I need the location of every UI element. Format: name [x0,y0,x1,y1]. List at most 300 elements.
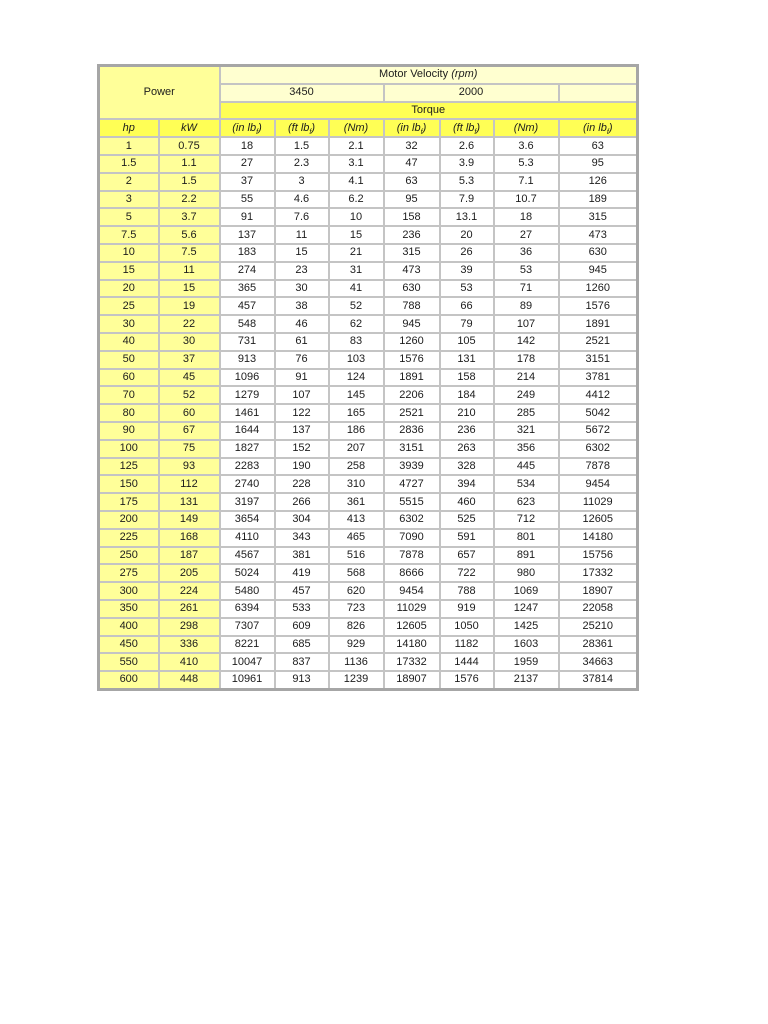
table-row [99,440,638,458]
torque-value-cell: 356 [494,440,559,458]
power-value-cell: 0.75 [159,137,220,155]
motor-torque-table [97,64,639,691]
power-value-cell: 350 [99,600,159,618]
torque-value-cell: 945 [384,315,440,333]
torque-value-cell: 4412 [559,386,638,404]
torque-value-cell: 685 [275,636,329,654]
torque-value-cell: 107 [275,386,329,404]
power-value-cell: 131 [159,493,220,511]
torque-value-cell: 71 [494,280,559,298]
torque-value-cell: 5672 [559,422,638,440]
torque-value-cell: 731 [220,333,275,351]
table-row [99,191,638,209]
power-value-cell: 15 [159,280,220,298]
torque-value-cell: 630 [384,280,440,298]
torque-value-cell: 12605 [384,618,440,636]
torque-value-cell: 18907 [384,671,440,689]
torque-value-cell: 381 [275,547,329,565]
torque-value-cell: 126 [559,173,638,191]
torque-value-cell: 5.3 [494,155,559,173]
torque-value-cell: 3 [275,173,329,191]
power-value-cell: 70 [99,386,159,404]
torque-value-cell: 183 [220,244,275,262]
table-row [99,297,638,315]
table-row [99,493,638,511]
torque-value-cell: 801 [494,529,559,547]
torque-value-cell: 274 [220,262,275,280]
table-row [99,671,638,689]
torque-value-cell: 11 [275,226,329,244]
power-value-cell: 22 [159,315,220,333]
torque-value-cell: 620 [329,582,384,600]
power-value-cell: 261 [159,600,220,618]
torque-value-cell: 53 [440,280,494,298]
power-value-cell: 45 [159,369,220,387]
torque-value-cell: 61 [275,333,329,351]
torque-value-cell: 7307 [220,618,275,636]
power-value-cell: 93 [159,458,220,476]
torque-value-cell: 534 [494,475,559,493]
power-value-cell: 40 [99,333,159,351]
torque-value-cell: 178 [494,351,559,369]
torque-value-cell: 18 [220,137,275,155]
torque-value-cell: 103 [329,351,384,369]
power-value-cell: 50 [99,351,159,369]
power-value-cell: 7.5 [159,244,220,262]
torque-value-cell: 10961 [220,671,275,689]
torque-value-cell: 361 [329,493,384,511]
torque-value-cell: 17332 [559,564,638,582]
torque-value-cell: 27 [220,155,275,173]
torque-value-cell: 7878 [384,547,440,565]
torque-value-cell: 5024 [220,564,275,582]
power-value-cell: 37 [159,351,220,369]
torque-value-cell: 1576 [440,671,494,689]
torque-value-cell: 533 [275,600,329,618]
torque-value-cell: 3781 [559,369,638,387]
torque-value-cell: 6394 [220,600,275,618]
torque-value-cell: 1603 [494,636,559,654]
torque-value-cell: 32 [384,137,440,155]
torque-value-cell: 929 [329,636,384,654]
torque-value-cell: 591 [440,529,494,547]
torque-value-cell: 18907 [559,582,638,600]
torque-value-cell: 6.2 [329,191,384,209]
torque-value-cell: 55 [220,191,275,209]
torque-value-cell: 315 [559,208,638,226]
torque-value-cell: 266 [275,493,329,511]
torque-value-cell: 6302 [384,511,440,529]
power-value-cell: 410 [159,653,220,671]
torque-value-cell: 152 [275,440,329,458]
torque-value-cell: 457 [220,297,275,315]
torque-value-cell: 189 [559,191,638,209]
torque-value-cell: 1461 [220,404,275,422]
table-row [99,351,638,369]
power-value-cell: 5.6 [159,226,220,244]
torque-value-cell: 14180 [559,529,638,547]
torque-value-cell: 2.6 [440,137,494,155]
column-header-2000-nm: (Nm) [494,119,559,137]
torque-value-cell: 17332 [384,653,440,671]
torque-value-cell: 1576 [559,297,638,315]
power-value-cell: 275 [99,564,159,582]
torque-value-cell: 20 [440,226,494,244]
power-value-cell: 200 [99,511,159,529]
torque-value-cell: 7.1 [494,173,559,191]
table-row [99,173,638,191]
torque-value-cell: 343 [275,529,329,547]
torque-value-cell: 21 [329,244,384,262]
torque-value-cell: 7878 [559,458,638,476]
torque-value-cell: 89 [494,297,559,315]
table-row [99,600,638,618]
torque-value-cell: 837 [275,653,329,671]
torque-value-cell: 39 [440,262,494,280]
torque-value-cell: 47 [384,155,440,173]
power-value-cell: 168 [159,529,220,547]
table-row [99,458,638,476]
table-row [99,280,638,298]
power-value-cell: 149 [159,511,220,529]
torque-value-cell: 609 [275,618,329,636]
torque-value-cell: 394 [440,475,494,493]
torque-value-cell: 419 [275,564,329,582]
power-value-cell: 300 [99,582,159,600]
torque-value-cell: 788 [440,582,494,600]
torque-value-cell: 62 [329,315,384,333]
torque-value-cell: 190 [275,458,329,476]
torque-value-cell: 3.6 [494,137,559,155]
power-value-cell: 600 [99,671,159,689]
table-row [99,262,638,280]
torque-value-cell: 2.1 [329,137,384,155]
torque-value-cell: 249 [494,386,559,404]
power-value-cell: 60 [159,404,220,422]
torque-value-cell: 310 [329,475,384,493]
torque-value-cell: 236 [384,226,440,244]
torque-value-cell: 31 [329,262,384,280]
table-row [99,155,638,173]
torque-value-cell: 137 [220,226,275,244]
torque-value-cell: 891 [494,547,559,565]
torque-value-cell: 788 [384,297,440,315]
torque-value-cell: 365 [220,280,275,298]
torque-value-cell: 4567 [220,547,275,565]
torque-value-cell: 22058 [559,600,638,618]
power-value-cell: 224 [159,582,220,600]
torque-value-cell: 8221 [220,636,275,654]
torque-value-cell: 1279 [220,386,275,404]
power-value-cell: 400 [99,618,159,636]
torque-value-cell: 321 [494,422,559,440]
table-row [99,226,638,244]
torque-value-cell: 980 [494,564,559,582]
table-row [99,369,638,387]
torque-value-cell: 1576 [384,351,440,369]
torque-value-cell: 1182 [440,636,494,654]
table-row [99,244,638,262]
power-value-cell: 187 [159,547,220,565]
torque-value-cell: 15756 [559,547,638,565]
torque-value-cell: 18 [494,208,559,226]
torque-value-cell: 258 [329,458,384,476]
speed-3450-header: 3450 [220,84,384,102]
torque-value-cell: 91 [220,208,275,226]
torque-value-cell: 460 [440,493,494,511]
column-header-3450-in-lbf: (in $lb_f$) [220,119,275,137]
table-row [99,511,638,529]
power-value-cell: 1.5 [159,173,220,191]
power-value-cell: 20 [99,280,159,298]
table-row [99,653,638,671]
torque-value-cell: 7.9 [440,191,494,209]
torque-value-cell: 131 [440,351,494,369]
torque-value-cell: 8666 [384,564,440,582]
torque-value-cell: 236 [440,422,494,440]
torque-value-cell: 9454 [384,582,440,600]
torque-value-cell: 15 [329,226,384,244]
torque-value-cell: 184 [440,386,494,404]
torque-value-cell: 165 [329,404,384,422]
table-row [99,137,638,155]
torque-value-cell: 10047 [220,653,275,671]
torque-value-cell: 122 [275,404,329,422]
torque-value-cell: 2283 [220,458,275,476]
torque-value-cell: 1891 [384,369,440,387]
torque-value-cell: 76 [275,351,329,369]
torque-value-cell: 95 [384,191,440,209]
torque-value-cell: 63 [559,137,638,155]
torque-value-cell: 657 [440,547,494,565]
power-value-cell: 336 [159,636,220,654]
torque-value-cell: 228 [275,475,329,493]
power-value-cell: 30 [99,315,159,333]
torque-value-cell: 207 [329,440,384,458]
torque-value-cell: 107 [494,315,559,333]
power-value-cell: 1.5 [99,155,159,173]
table-row [99,315,638,333]
power-value-cell: 52 [159,386,220,404]
column-header-2000-in-lbf: (in $lb_f$) [384,119,440,137]
torque-value-cell: 328 [440,458,494,476]
header-row-motor-velocity [99,66,638,84]
torque-value-cell: 623 [494,493,559,511]
torque-value-cell: 137 [275,422,329,440]
torque-value-cell: 913 [275,671,329,689]
power-value-cell: 2 [99,173,159,191]
torque-value-cell: 919 [440,600,494,618]
torque-value-cell: 723 [329,600,384,618]
torque-value-cell: 712 [494,511,559,529]
torque-value-cell: 568 [329,564,384,582]
torque-value-cell: 37 [220,173,275,191]
torque-value-cell: 4110 [220,529,275,547]
torque-value-cell: 3.9 [440,155,494,173]
torque-value-cell: 5515 [384,493,440,511]
torque-value-cell: 9454 [559,475,638,493]
torque-value-cell: 26 [440,244,494,262]
torque-value-cell: 7.6 [275,208,329,226]
torque-value-cell: 1096 [220,369,275,387]
torque-value-cell: 91 [275,369,329,387]
torque-value-cell: 2206 [384,386,440,404]
motor-velocity-unit-label: (rpm) [451,68,478,81]
torque-value-cell: 722 [440,564,494,582]
torque-value-cell: 2521 [559,333,638,351]
torque-value-cell: 315 [384,244,440,262]
torque-value-cell: 46 [275,315,329,333]
torque-value-cell: 4.1 [329,173,384,191]
table-row [99,564,638,582]
torque-value-cell: 6302 [559,440,638,458]
power-value-cell: 90 [99,422,159,440]
torque-value-cell: 4727 [384,475,440,493]
column-header-3450-nm: (Nm) [329,119,384,137]
torque-value-cell: 826 [329,618,384,636]
torque-value-cell: 1136 [329,653,384,671]
torque-value-cell: 5.3 [440,173,494,191]
torque-value-cell: 41 [329,280,384,298]
torque-value-cell: 37814 [559,671,638,689]
torque-value-cell: 95 [559,155,638,173]
power-value-cell: 225 [99,529,159,547]
power-value-cell: 112 [159,475,220,493]
torque-value-cell: 3939 [384,458,440,476]
power-value-cell: 175 [99,493,159,511]
torque-value-cell: 548 [220,315,275,333]
torque-value-cell: 12605 [559,511,638,529]
torque-value-cell: 142 [494,333,559,351]
speed-2000-header: 2000 [384,84,559,102]
torque-value-cell: 285 [494,404,559,422]
torque-value-cell: 304 [275,511,329,529]
torque-value-cell: 2521 [384,404,440,422]
power-value-cell: 10 [99,244,159,262]
table-row [99,475,638,493]
torque-value-cell: 1247 [494,600,559,618]
torque-value-cell: 1827 [220,440,275,458]
torque-value-cell: 465 [329,529,384,547]
column-header-hp: hp [99,119,159,137]
motor-velocity-header [220,66,638,84]
power-value-cell: 550 [99,653,159,671]
speed-empty-cell [559,84,638,102]
torque-value-cell: 3.1 [329,155,384,173]
torque-value-cell: 30 [275,280,329,298]
torque-value-cell: 25210 [559,618,638,636]
torque-value-cell: 15 [275,244,329,262]
torque-value-cell: 2836 [384,422,440,440]
torque-value-cell: 7090 [384,529,440,547]
power-value-cell: 30 [159,333,220,351]
power-value-cell: 205 [159,564,220,582]
column-header-kw: kW [159,119,220,137]
power-value-cell: 100 [99,440,159,458]
table-row [99,529,638,547]
torque-value-cell: 1444 [440,653,494,671]
torque-header: Torque [220,102,638,120]
torque-value-cell: 10 [329,208,384,226]
torque-value-cell: 2740 [220,475,275,493]
power-value-cell: 7.5 [99,226,159,244]
power-value-cell: 150 [99,475,159,493]
table-row [99,404,638,422]
torque-value-cell: 11029 [384,600,440,618]
torque-value-cell: 1425 [494,618,559,636]
motor-velocity-label: Motor Velocity [379,68,449,81]
power-value-cell: 19 [159,297,220,315]
torque-value-cell: 473 [384,262,440,280]
torque-value-cell: 2137 [494,671,559,689]
torque-value-cell: 457 [275,582,329,600]
torque-value-cell: 186 [329,422,384,440]
torque-value-cell: 158 [440,369,494,387]
power-value-cell: 15 [99,262,159,280]
torque-value-cell: 210 [440,404,494,422]
torque-value-cell: 413 [329,511,384,529]
torque-value-cell: 105 [440,333,494,351]
torque-value-cell: 83 [329,333,384,351]
torque-value-cell: 913 [220,351,275,369]
power-value-cell: 11 [159,262,220,280]
torque-value-cell: 3654 [220,511,275,529]
table-row [99,582,638,600]
torque-value-cell: 145 [329,386,384,404]
torque-value-cell: 28361 [559,636,638,654]
power-value-cell: 3.7 [159,208,220,226]
torque-value-cell: 1050 [440,618,494,636]
power-value-cell: 1 [99,137,159,155]
torque-value-cell: 79 [440,315,494,333]
torque-value-cell: 1959 [494,653,559,671]
torque-value-cell: 945 [559,262,638,280]
torque-value-cell: 1260 [559,280,638,298]
torque-value-cell: 53 [494,262,559,280]
torque-value-cell: 52 [329,297,384,315]
power-value-cell: 125 [99,458,159,476]
table-row [99,547,638,565]
power-value-cell: 67 [159,422,220,440]
column-header-2000-ft-lbf: (ft $lb_f$) [440,119,494,137]
torque-value-cell: 4.6 [275,191,329,209]
power-value-cell: 2.2 [159,191,220,209]
torque-value-cell: 3151 [559,351,638,369]
power-value-cell: 3 [99,191,159,209]
table-row [99,636,638,654]
power-value-cell: 25 [99,297,159,315]
torque-value-cell: 3151 [384,440,440,458]
power-value-cell: 298 [159,618,220,636]
torque-value-cell: 3197 [220,493,275,511]
torque-value-cell: 5480 [220,582,275,600]
column-header-3450-ft-lbf: (ft $lb_f$) [275,119,329,137]
torque-value-cell: 525 [440,511,494,529]
torque-value-cell: 27 [494,226,559,244]
torque-value-cell: 1644 [220,422,275,440]
power-value-cell: 80 [99,404,159,422]
table-row [99,208,638,226]
power-value-cell: 5 [99,208,159,226]
torque-value-cell: 11029 [559,493,638,511]
torque-value-cell: 263 [440,440,494,458]
torque-value-cell: 14180 [384,636,440,654]
table-row [99,422,638,440]
column-header-last-in-lbf: (in $lb_f$) [559,119,638,137]
torque-value-cell: 1069 [494,582,559,600]
torque-value-cell: 214 [494,369,559,387]
column-header-row [99,119,638,137]
